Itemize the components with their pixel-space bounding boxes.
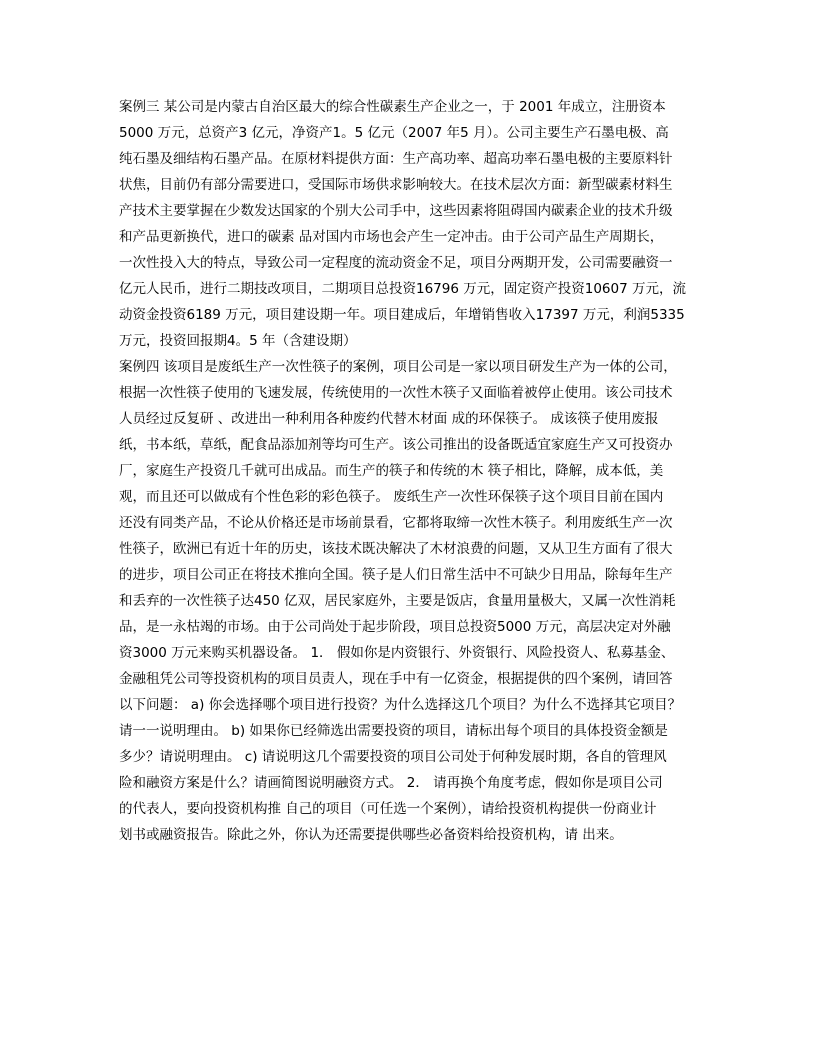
text-line: 金融租凭公司等投资机构的项目员责人，现在手中有一亿资金，根据提供的四个案例，请回答 xyxy=(119,671,673,687)
text-line: 案例三 某公司是内蒙古自治区最大的综合性碳素生产企业之一，于 2001 年成立，注册资本 xyxy=(119,99,666,115)
case-four-paragraph xyxy=(119,354,719,848)
text-line: 亿元人民币，进行二期技改项目，二期项目总投资16796 万元，固定资产投资10607 万元，流 xyxy=(119,281,686,297)
text-line: 的进步，项目公司正在将技术推向全国。筷子是人们日常生活中不可缺少日用品，除每年生产 xyxy=(119,567,673,583)
text-line: 性筷子，欧洲已有近十年的历史，该技术既决解决了木材浪费的问题，又从卫生方面有了很大 xyxy=(119,541,673,557)
text-line: 状焦，目前仍有部分需要进口，受国际市场供求影响较大。在技术层次方面：新型碳素材料生 xyxy=(119,177,673,193)
text-line: 请一一说明理由。 b) 如果你已经筛选出需要投资的项目，请标出每个项目的具体投资金额是 xyxy=(119,723,668,739)
text-line: 纯石墨及细结构石墨产品。在原材料提供方面：生产高功率、超高功率石墨电极的主要原料针 xyxy=(119,151,673,167)
text-line: 一次性投入大的特点，导致公司一定程度的流动资金不足，项目分两期开发，公司需要融资一 xyxy=(119,255,673,271)
text-line: 资3000 万元来购买机器设备。 1． 假如你是内资银行、外资银行、风险投资人、私募基金、 xyxy=(119,645,675,661)
text-line: 多少？请说明理由。 c) 请说明这几个需要投资的项目公司处于何种发展时期，各自的管理风 xyxy=(119,749,667,765)
text-line: 产技术主要掌握在少数发达国家的个别大公司手中，这些因素将阻碍国内碳素企业的技术升级 xyxy=(119,203,673,219)
text-line: 还没有同类产品，不论从价格还是市场前景看，它都将取缔一次性木筷子。利用废纸生产一次 xyxy=(119,515,673,531)
text-line: 品，是一永枯竭的市场。由于公司尚处于起步阶段，项目总投资5000 万元，高层决定对外融 xyxy=(119,619,671,635)
text-line: 厂，家庭生产投资几千就可出成品。而生产的筷子和传统的木 筷子相比，降解，成本低，美 xyxy=(119,463,664,479)
text-line: 险和融资方案是什么？请画简图说明融资方式。 2． 请再换个角度考虑，假如你是项目公司 xyxy=(119,775,663,791)
text-line: 和丢弃的一次性筷子达450 亿双，居民家庭外，主要是饭店，食量用量极大，又属一次性消耗 xyxy=(119,593,676,609)
text-line: 和产品更新换代，进口的碳素 品对国内市场也会产生一定冲击。由于公司产品生产周期长， xyxy=(119,229,664,245)
text-line: 案例四 该项目是废纸生产一次性筷子的案例，项目公司是一家以项目研发生产为一体的公司， xyxy=(119,359,677,375)
text-line: 根据一次性筷子使用的飞速发展，传统使用的一次性木筷子又面临着被停止使用。该公司技术 xyxy=(119,385,673,401)
case-three-paragraph xyxy=(119,94,719,354)
text-line: 动资金投资6189 万元，项目建设期一年。项目建成后，年增销售收入17397 万元，利润5335 xyxy=(119,307,685,323)
text-line: 以下问题： a) 你会选择哪个项目进行投资？为什么选择这几个项目？为什么不选择其它项目？ xyxy=(119,697,682,713)
text-line: 纸，书本纸，草纸，配食品添加剂等均可生产。该公司推出的设备既适宜家庭生产又可投资办 xyxy=(119,437,673,453)
text-line: 5000 万元，总资产3 亿元，净资产1。5 亿元（2007 年5 月）。公司主要生产石墨电极、高 xyxy=(119,125,669,141)
text-line: 人员经过反复研 、改进出一种利用各种废约代替木材面 成的环保筷子。 成该筷子使用废报 xyxy=(119,411,659,427)
text-line: 观，而且还可以做成有个性色彩的彩色筷子。 废纸生产一次性环保筷子这个项目目前在国内 xyxy=(119,489,664,505)
text-line: 划书或融资报告。除此之外，你认为还需要提供哪些必备资料给投资机构，请 出来。 xyxy=(119,827,623,843)
text-line: 的代表人，要向投资机构推 自己的项目（可任选一个案例），请给投资机构提供一份商业计 xyxy=(119,801,657,817)
text-line: 万元，投资回报期4。5 年（含建设期） xyxy=(119,333,357,349)
